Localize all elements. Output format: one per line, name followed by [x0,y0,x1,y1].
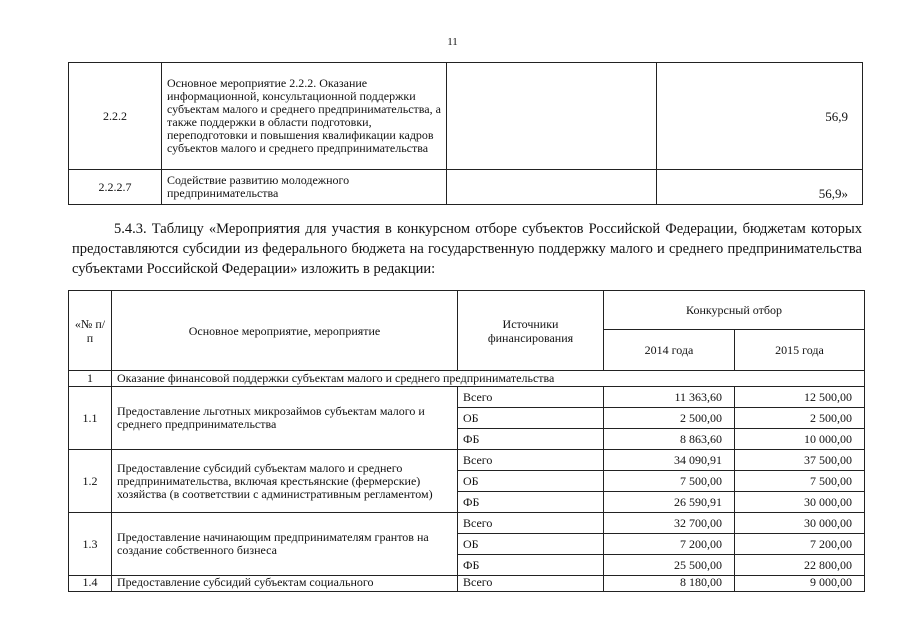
empty-cell [447,63,657,170]
paragraph-text: 5.4.3. Таблицу «Мероприятия для участия в конкурсном отборе субъектов Российской Федерации, бюджетам которых предоставляются субсидии из федерального бюджета на государственную поддержку малого и среднего предпринимательства субъектами Российской Федерации» изложить в редакции: [72,221,862,277]
source-cell: ФБ [458,492,604,513]
value-2015: 30 000,00 [735,513,865,534]
table-row [69,576,865,592]
header-row [69,291,865,330]
value-2014: 34 090,91 [604,450,735,471]
value-2015: 10 000,00 [735,429,865,450]
source-cell: ФБ [458,429,604,450]
value-2014: 2 500,00 [604,408,735,429]
empty-cell [447,170,657,205]
total-value: 56,9» [657,170,863,205]
header-year-2014: 2014 года [604,330,735,371]
header-activity: Основное мероприятие, мероприятие [112,291,458,371]
amendment-paragraph [72,219,862,279]
source-cell: Всего [458,387,604,408]
source-cell: ОБ [458,534,604,555]
header-number: «№ п/п [69,291,112,371]
page-number: 11 [447,36,458,48]
value-2015: 37 500,00 [735,450,865,471]
value-2014: 11 363,60 [604,387,735,408]
item-title: Предоставление субсидий субъектам малого и среднего предпринимательства, включая крестьянские (фермерские) хозяйства (в соответствии с административным регламентом) [112,450,458,513]
value-2014: 32 700,00 [604,513,735,534]
item-title: Предоставление начинающим предпринимателям грантов на создание собственного бизнеса [112,513,458,576]
source-cell: Всего [458,513,604,534]
item-number: 1.2 [69,450,112,513]
source-cell: Всего [458,576,604,592]
header-competition: Конкурсный отбор [604,291,865,330]
source-cell: ФБ [458,555,604,576]
budget-table-continuation [68,62,863,205]
section-row [69,371,865,387]
source-cell: Всего [458,450,604,471]
table-row [69,387,865,408]
value-2014: 26 590,91 [604,492,735,513]
source-cell: ОБ [458,471,604,492]
value-2014: 25 500,00 [604,555,735,576]
table-row [69,63,863,170]
table-row [69,513,865,534]
header-sources: Источники финансирования [458,291,604,371]
table-row [69,170,863,205]
source-cell: ОБ [458,408,604,429]
value-2014: 7 200,00 [604,534,735,555]
activity-text: Основное мероприятие 2.2.2. Оказание информационной, консультационной поддержки субъектам малого и среднего предпринимательства, а также поддержки в области подготовки, переподготовки и повышения квалификации кадров субъектов малого и среднего предпринимательства [162,63,447,170]
activity-text: Содействие развитию молодежного предпринимательства [162,170,447,205]
value-2015: 7 500,00 [735,471,865,492]
value-2015: 7 200,00 [735,534,865,555]
competition-table [68,290,865,592]
item-number: 1.3 [69,513,112,576]
item-title: Предоставление субсидий субъектам социального [112,576,458,592]
row-number: 2.2.2.7 [69,170,162,205]
section-number: 1 [69,371,112,387]
value-2015: 22 800,00 [735,555,865,576]
value-2015: 2 500,00 [735,408,865,429]
header-year-2015: 2015 года [735,330,865,371]
row-number: 2.2.2 [69,63,162,170]
section-title: Оказание финансовой поддержки субъектам малого и среднего предпринимательства [112,371,865,387]
value-2014: 8 180,00 [604,576,735,592]
value-2015: 9 000,00 [735,576,865,592]
value-2015: 30 000,00 [735,492,865,513]
value-2015: 12 500,00 [735,387,865,408]
total-value: 56,9 [657,63,863,170]
value-2014: 7 500,00 [604,471,735,492]
table-row [69,450,865,471]
value-2014: 8 863,60 [604,429,735,450]
item-title: Предоставление льготных микрозаймов субъектам малого и среднего предпринимательства [112,387,458,450]
item-number: 1.4 [69,576,112,592]
item-number: 1.1 [69,387,112,450]
